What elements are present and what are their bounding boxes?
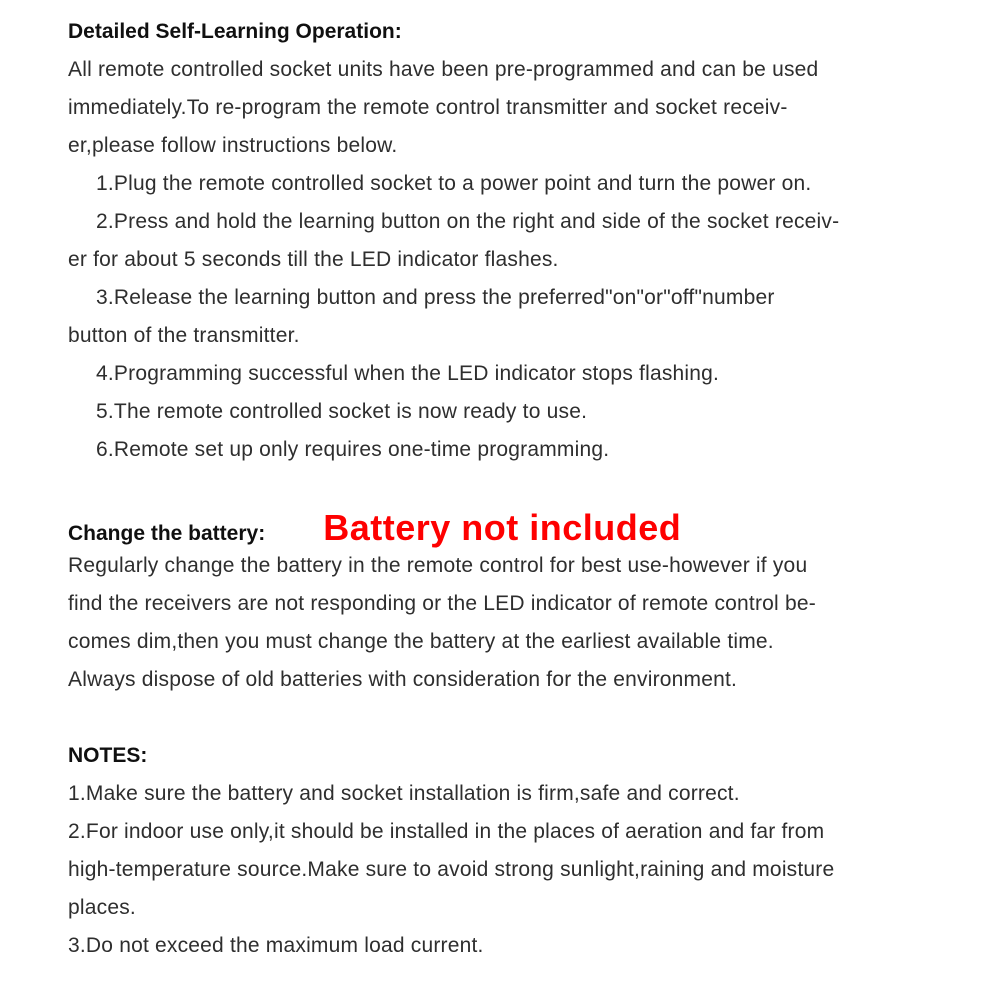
note-line: 3.Do not exceed the maximum load current. (68, 934, 484, 957)
step-line: 2.Press and hold the learning button on the right and side of the socket receiv- (96, 210, 840, 233)
section-gap (68, 699, 942, 737)
note-line: 2.For indoor use only,it should be installed in the places of aeration and far from (68, 820, 825, 843)
note-line: places. (68, 896, 136, 919)
battery-body-line: find the receivers are not responding or the LED indicator of remote control be- (68, 592, 816, 615)
note-line: 1.Make sure the battery and socket installation is firm,safe and correct. (68, 782, 740, 805)
battery-body-line: Always dispose of old batteries with consideration for the environment. (68, 668, 738, 691)
step-line: 5.The remote controlled socket is now ready to use. (96, 400, 588, 423)
section-gap (68, 469, 942, 509)
step-line-continuation: er for about 5 seconds till the LED indicator flashes. (68, 248, 559, 271)
section-heading-change-battery: Change the battery: (68, 522, 266, 545)
section-heading-self-learning: Detailed Self-Learning Operation: (68, 20, 402, 43)
intro-line: immediately.To re-program the remote control transmitter and socket receiv- (68, 96, 788, 119)
intro-line: er,please follow instructions below. (68, 134, 398, 157)
step-line: 4.Programming successful when the LED indicator stops flashing. (96, 362, 720, 385)
note-line: high-temperature source.Make sure to avoid strong sunlight,raining and moisture (68, 858, 835, 881)
battery-body-line: Regularly change the battery in the remote control for best use-however if you (68, 554, 808, 577)
change-battery-heading-row (68, 509, 942, 547)
step-line: 1.Plug the remote controlled socket to a power point and turn the power on. (96, 172, 812, 195)
section-heading-notes: NOTES: (68, 744, 148, 767)
battery-not-included-warning: Battery not included (323, 507, 682, 548)
intro-line: All remote controlled socket units have been pre-programmed and can be used (68, 58, 819, 81)
step-line-continuation: button of the transmitter. (68, 324, 300, 347)
step-line: 3.Release the learning button and press the preferred"on"or"off"number (96, 286, 775, 309)
battery-body-line: comes dim,then you must change the battery at the earliest available time. (68, 630, 774, 653)
step-line: 6.Remote set up only requires one-time programming. (96, 438, 610, 461)
